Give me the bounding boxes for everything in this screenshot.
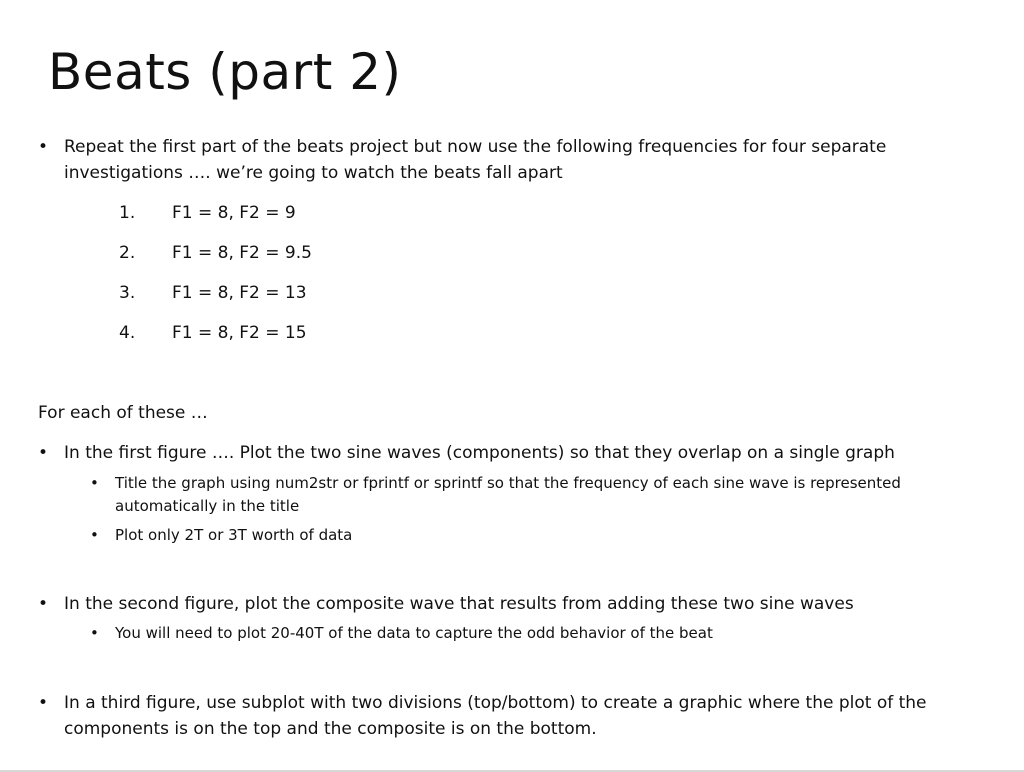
slide-title: Beats (part 2): [48, 43, 402, 101]
third-figure-bullet: [38, 690, 988, 742]
investigation-number: 1.: [119, 203, 136, 223]
bullet-icon: •: [38, 443, 49, 463]
for-each-heading: For each of these …: [38, 403, 208, 423]
sub-item-text: Plot only 2T or 3T worth of data: [115, 526, 353, 544]
first-figure-sub-item-1: [90, 472, 920, 518]
sub-item-text: Title the graph using num2str or fprintf or sprintf so that the frequency of each sine wave is represented automatically in the title: [115, 474, 901, 515]
investigation-frequencies: F1 = 8, F2 = 13: [172, 283, 307, 303]
investigation-number: 2.: [119, 243, 136, 263]
investigation-frequencies: F1 = 8, F2 = 9.5: [172, 243, 312, 263]
sub-bullet-icon: •: [90, 474, 99, 492]
sub-bullet-icon: •: [90, 526, 99, 544]
first-figure-bullet: [38, 440, 998, 466]
investigation-number: 3.: [119, 283, 136, 303]
bullet-icon: •: [38, 137, 49, 157]
first-figure-sub-item-2: [90, 524, 920, 547]
first-figure-text: In the first figure …. Plot the two sine waves (components) so that they overlap on a single graph: [64, 443, 895, 463]
second-figure-text: In the second figure, plot the composite wave that results from adding these two sine waves: [64, 594, 854, 614]
second-figure-sub-item-1: [90, 622, 920, 645]
sub-bullet-icon: •: [90, 624, 99, 642]
bullet-icon: •: [38, 594, 49, 614]
intro-bullet-text: Repeat the first part of the beats project but now use the following frequencies for four separate investigations …. we’re going to watch the beats fall apart: [64, 137, 887, 183]
bullet-icon: •: [38, 693, 49, 713]
second-figure-bullet: [38, 591, 998, 617]
investigation-frequencies: F1 = 8, F2 = 15: [172, 323, 307, 343]
intro-bullet: [38, 134, 938, 186]
investigation-frequencies: F1 = 8, F2 = 9: [172, 203, 296, 223]
sub-item-text: You will need to plot 20-40T of the data to capture the odd behavior of the beat: [115, 624, 713, 642]
investigation-number: 4.: [119, 323, 136, 343]
third-figure-text: In a third figure, use subplot with two divisions (top/bottom) to create a graphic where the plot of the components is on the top and the composite is on the bottom.: [64, 693, 927, 739]
